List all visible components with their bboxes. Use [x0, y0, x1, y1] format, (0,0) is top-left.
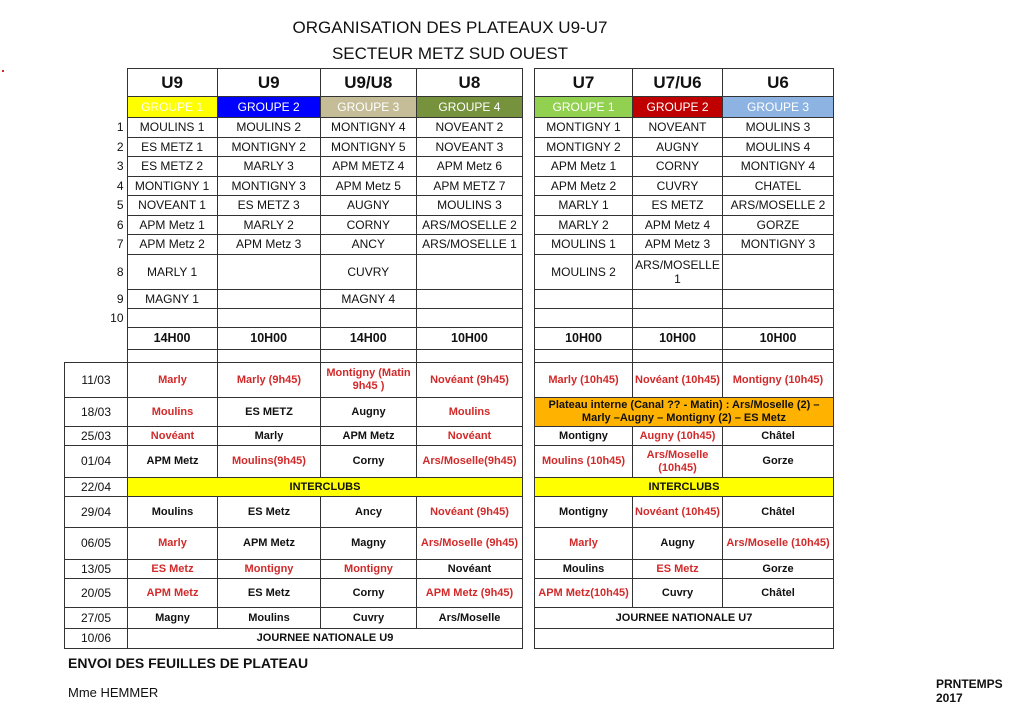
category-header-row: [100, 69, 523, 97]
schedule-row: [535, 363, 834, 398]
schedule-row: [65, 398, 523, 427]
team-cell: [320, 308, 416, 327]
venue-cell: Magny: [321, 528, 417, 560]
schedule-row: [535, 398, 834, 427]
venue-cell: ES Metz: [633, 560, 723, 579]
team-cell: [217, 289, 320, 308]
team-cell: [633, 289, 723, 308]
team-cell: APM Metz 2: [535, 176, 633, 196]
match-date: 25/03: [65, 427, 128, 446]
schedule-row: [65, 363, 523, 398]
venue-cell: Marly: [128, 363, 218, 398]
team-cell: APM METZ 4: [320, 157, 416, 177]
team-cell: MONTIGNY 1: [127, 176, 217, 196]
venue-cell: APM Metz: [321, 427, 417, 446]
team-row: [535, 176, 834, 196]
team-cell: [535, 289, 633, 308]
venue-cell: Gorze: [723, 560, 834, 579]
schedule-row: [65, 427, 523, 446]
team-cell: NOVEANT 2: [416, 118, 522, 138]
team-cell: [217, 308, 320, 327]
category-header: U7: [535, 69, 633, 97]
team-row: [100, 215, 523, 235]
team-cell: [416, 289, 522, 308]
team-cell: APM METZ 7: [416, 176, 522, 196]
team-cell: ARS/MOSELLE 2: [723, 196, 834, 216]
team-row: [535, 289, 834, 308]
team-cell: ES METZ: [633, 196, 723, 216]
teams-table-u7-u6: [534, 68, 834, 364]
venue-cell: Augny (10h45): [633, 427, 723, 446]
venue-cell: ES Metz: [218, 497, 321, 528]
match-date: 27/05: [65, 608, 128, 629]
venue-cell: Marly: [535, 528, 633, 560]
row-number: 4: [116, 178, 124, 193]
schedule-banner: JOURNEE NATIONALE U9: [128, 629, 523, 649]
category-header: U9: [217, 69, 320, 97]
start-time-row: [100, 327, 523, 349]
schedule-row: [535, 629, 834, 649]
team-row: [100, 254, 523, 289]
match-date: 22/04: [65, 478, 128, 497]
schedule-banner: Plateau interne (Canal ?? - Matin) : Ars/Moselle (2) – Marly –Augny – Montigny (2) – ES Metz: [535, 398, 834, 427]
team-cell: MONTIGNY 3: [217, 176, 320, 196]
venue-cell: Montigny: [535, 427, 633, 446]
group-label: GROUPE 1: [535, 97, 633, 118]
team-cell: [535, 308, 633, 327]
team-cell: MONTIGNY 2: [535, 137, 633, 157]
match-date: 10/06: [65, 629, 128, 649]
venue-cell: Corny: [321, 446, 417, 478]
row-number: 5: [116, 198, 124, 213]
venue-cell: Ancy: [321, 497, 417, 528]
venue-cell: Montigny (Matin 9h45 ): [321, 363, 417, 398]
group-header-row: [100, 97, 523, 118]
venue-cell: Novéant: [417, 560, 523, 579]
group-label: GROUPE 2: [633, 97, 723, 118]
schedule-row: [535, 446, 834, 478]
schedule-row: [65, 478, 523, 497]
team-cell: MARLY 1: [535, 196, 633, 216]
team-cell: [127, 308, 217, 327]
team-cell: AUGNY: [320, 196, 416, 216]
row-number: 1: [116, 120, 124, 135]
venue-cell: Moulins: [535, 560, 633, 579]
venue-cell: Novéant (9h45): [417, 363, 523, 398]
team-cell: ARS/MOSELLE 1: [416, 235, 522, 255]
start-time: 10H00: [217, 327, 320, 349]
venue-cell: ES METZ: [218, 398, 321, 427]
team-cell: APM Metz 3: [217, 235, 320, 255]
start-time: 10H00: [723, 327, 834, 349]
venue-cell: Novéant (9h45): [417, 497, 523, 528]
team-cell: ES METZ 1: [127, 137, 217, 157]
category-header-row: [535, 69, 834, 97]
category-header: U7/U6: [633, 69, 723, 97]
venue-cell: Montigny: [321, 560, 417, 579]
venue-cell: Montigny (10h45): [723, 363, 834, 398]
teams-table-u9-u8: [100, 68, 523, 364]
team-cell: APM Metz 2: [127, 235, 217, 255]
start-time-row: [535, 327, 834, 349]
team-cell: MONTIGNY 5: [320, 137, 416, 157]
schedule-row: [65, 446, 523, 478]
schedule-row: [535, 497, 834, 528]
venue-cell: Ars/Moselle (10h45): [633, 446, 723, 478]
schedule-table-u7-u6: [534, 362, 834, 649]
page-title: ORGANISATION DES PLATEAUX U9-U7: [292, 18, 608, 37]
venue-cell: APM Metz (9h45): [417, 579, 523, 608]
team-cell: NOVEANT 1: [127, 196, 217, 216]
row-number: 9: [116, 291, 124, 306]
team-row: [100, 157, 523, 177]
team-cell: ARS/MOSELLE 1: [633, 254, 723, 289]
venue-cell: APM Metz: [218, 528, 321, 560]
venue-cell: Châtel: [723, 427, 834, 446]
team-cell: MONTIGNY 3: [723, 235, 834, 255]
venue-cell: Augny: [633, 528, 723, 560]
team-row: [535, 196, 834, 216]
venue-cell: Novéant (10h45): [633, 497, 723, 528]
match-date: 18/03: [65, 398, 128, 427]
start-time: 14H00: [320, 327, 416, 349]
category-header: U9: [127, 69, 217, 97]
team-cell: CORNY: [633, 157, 723, 177]
team-row: [100, 289, 523, 308]
team-cell: MARLY 1: [127, 254, 217, 289]
team-cell: APM Metz 6: [416, 157, 522, 177]
venue-cell: Moulins: [218, 608, 321, 629]
team-cell: ES METZ 3: [217, 196, 320, 216]
team-row: [535, 254, 834, 289]
match-date: 29/04: [65, 497, 128, 528]
team-row: [535, 308, 834, 327]
schedule-row: [65, 560, 523, 579]
team-cell: MOULINS 1: [127, 118, 217, 138]
team-cell: MAGNY 4: [320, 289, 416, 308]
schedule-banner: INTERCLUBS: [128, 478, 523, 497]
team-row: [535, 235, 834, 255]
team-cell: MONTIGNY 4: [320, 118, 416, 138]
page-subtitle: SECTEUR METZ SUD OUEST: [331, 44, 569, 63]
team-cell: MOULINS 3: [416, 196, 522, 216]
match-date: 01/04: [65, 446, 128, 478]
venue-cell: Moulins (10h45): [535, 446, 633, 478]
team-cell: NOVEANT 3: [416, 137, 522, 157]
schedule-banner: JOURNEE NATIONALE U7: [535, 608, 834, 629]
venue-cell: Marly (9h45): [218, 363, 321, 398]
schedule-row: [65, 608, 523, 629]
row-number-blank: [100, 97, 127, 118]
team-cell: MONTIGNY 1: [535, 118, 633, 138]
venue-cell: Moulins: [417, 398, 523, 427]
group-header-row: [535, 97, 834, 118]
team-cell: MARLY 2: [535, 215, 633, 235]
team-cell: MARLY 2: [217, 215, 320, 235]
venue-cell: Montigny: [535, 497, 633, 528]
team-row: [100, 118, 523, 138]
schedule-banner: [535, 629, 834, 649]
venue-cell: Montigny: [218, 560, 321, 579]
match-date: 20/05: [65, 579, 128, 608]
schedule-row: [65, 629, 523, 649]
team-row: [100, 235, 523, 255]
venue-cell: Novéant: [417, 427, 523, 446]
team-cell: MONTIGNY 4: [723, 157, 834, 177]
venue-cell: Ars/Moselle (9h45): [417, 528, 523, 560]
season-label: [936, 677, 1003, 705]
team-row: [100, 137, 523, 157]
team-cell: APM Metz 1: [127, 215, 217, 235]
schedule-banner: INTERCLUBS: [535, 478, 834, 497]
group-label: GROUPE 3: [320, 97, 416, 118]
venue-cell: APM Metz: [128, 446, 218, 478]
team-cell: ES METZ 2: [127, 157, 217, 177]
team-cell: [217, 254, 320, 289]
team-row: [535, 157, 834, 177]
team-row: [535, 118, 834, 138]
row-number: 7: [116, 237, 124, 252]
category-header: U6: [723, 69, 834, 97]
row-number: 10: [110, 310, 124, 325]
venue-cell: Augny: [321, 398, 417, 427]
match-date: 11/03: [65, 363, 128, 398]
team-cell: AUGNY: [633, 137, 723, 157]
start-time: 10H00: [416, 327, 522, 349]
team-cell: NOVEANT: [633, 118, 723, 138]
team-cell: MONTIGNY 2: [217, 137, 320, 157]
venue-cell: ES Metz: [128, 560, 218, 579]
match-date: 13/05: [65, 560, 128, 579]
category-header: U8: [416, 69, 522, 97]
row-number: 3: [116, 159, 124, 174]
venue-cell: Châtel: [723, 497, 834, 528]
team-row: [535, 215, 834, 235]
venue-cell: APM Metz: [128, 579, 218, 608]
row-number: 8: [116, 264, 124, 279]
start-time: 10H00: [633, 327, 723, 349]
group-label: GROUPE 4: [416, 97, 522, 118]
group-label: GROUPE 3: [723, 97, 834, 118]
venue-cell: Gorze: [723, 446, 834, 478]
team-row: [100, 176, 523, 196]
row-number: 2: [116, 139, 124, 154]
envoi-label: ENVOI DES FEUILLES DE PLATEAU: [68, 655, 309, 671]
team-cell: MOULINS 4: [723, 137, 834, 157]
team-cell: MOULINS 2: [535, 254, 633, 289]
team-cell: [723, 308, 834, 327]
venue-cell: Marly: [128, 528, 218, 560]
schedule-row: [65, 528, 523, 560]
team-cell: CHATEL: [723, 176, 834, 196]
team-cell: [633, 308, 723, 327]
venue-cell: Moulins: [128, 398, 218, 427]
venue-cell: Magny: [128, 608, 218, 629]
match-date: 06/05: [65, 528, 128, 560]
team-cell: GORZE: [723, 215, 834, 235]
schedule-row: [535, 579, 834, 608]
group-label: GROUPE 2: [217, 97, 320, 118]
team-cell: APM Metz 4: [633, 215, 723, 235]
season-line1: PRNTEMPS: [936, 677, 1003, 691]
schedule-row: [535, 608, 834, 629]
start-time: 14H00: [127, 327, 217, 349]
venue-cell: Marly (10h45): [535, 363, 633, 398]
team-cell: MOULINS 3: [723, 118, 834, 138]
schedule-row: [535, 528, 834, 560]
venue-cell: Moulins(9h45): [218, 446, 321, 478]
team-cell: CUVRY: [633, 176, 723, 196]
venue-cell: Ars/Moselle(9h45): [417, 446, 523, 478]
venue-cell: Châtel: [723, 579, 834, 608]
team-row: [535, 137, 834, 157]
row-number-blank: [100, 69, 127, 97]
venue-cell: Moulins: [128, 497, 218, 528]
team-row: [100, 308, 523, 327]
season-line2: 2017: [936, 691, 963, 705]
venue-cell: Ars/Moselle: [417, 608, 523, 629]
venue-cell: Novéant (10h45): [633, 363, 723, 398]
start-time: 10H00: [535, 327, 633, 349]
team-cell: CUVRY: [320, 254, 416, 289]
venue-cell: Novéant: [128, 427, 218, 446]
venue-cell: Marly: [218, 427, 321, 446]
team-cell: [723, 289, 834, 308]
team-cell: MOULINS 2: [217, 118, 320, 138]
team-cell: [416, 308, 522, 327]
group-label: GROUPE 1: [127, 97, 217, 118]
team-cell: [416, 254, 522, 289]
schedule-row: [535, 478, 834, 497]
team-cell: CORNY: [320, 215, 416, 235]
row-number-blank: [100, 327, 127, 349]
venue-cell: APM Metz(10h45): [535, 579, 633, 608]
schedule-row: [535, 560, 834, 579]
contact-name: Mme HEMMER: [68, 685, 159, 700]
stray-mark: [2, 70, 4, 72]
team-cell: MAGNY 1: [127, 289, 217, 308]
team-cell: ARS/MOSELLE 2: [416, 215, 522, 235]
venue-cell: Corny: [321, 579, 417, 608]
schedule-row: [65, 497, 523, 528]
schedule-table-u9-u8: [64, 362, 523, 649]
row-number: 6: [116, 217, 124, 232]
venue-cell: ES Metz: [218, 579, 321, 608]
team-cell: APM Metz 5: [320, 176, 416, 196]
schedule-row: [535, 427, 834, 446]
team-cell: APM Metz 3: [633, 235, 723, 255]
team-cell: ANCY: [320, 235, 416, 255]
category-header: U9/U8: [320, 69, 416, 97]
venue-cell: Cuvry: [633, 579, 723, 608]
team-cell: APM Metz 1: [535, 157, 633, 177]
venue-cell: Cuvry: [321, 608, 417, 629]
team-row: [100, 196, 523, 216]
schedule-row: [65, 579, 523, 608]
venue-cell: Ars/Moselle (10h45): [723, 528, 834, 560]
team-cell: [723, 254, 834, 289]
team-cell: MARLY 3: [217, 157, 320, 177]
team-cell: MOULINS 1: [535, 235, 633, 255]
